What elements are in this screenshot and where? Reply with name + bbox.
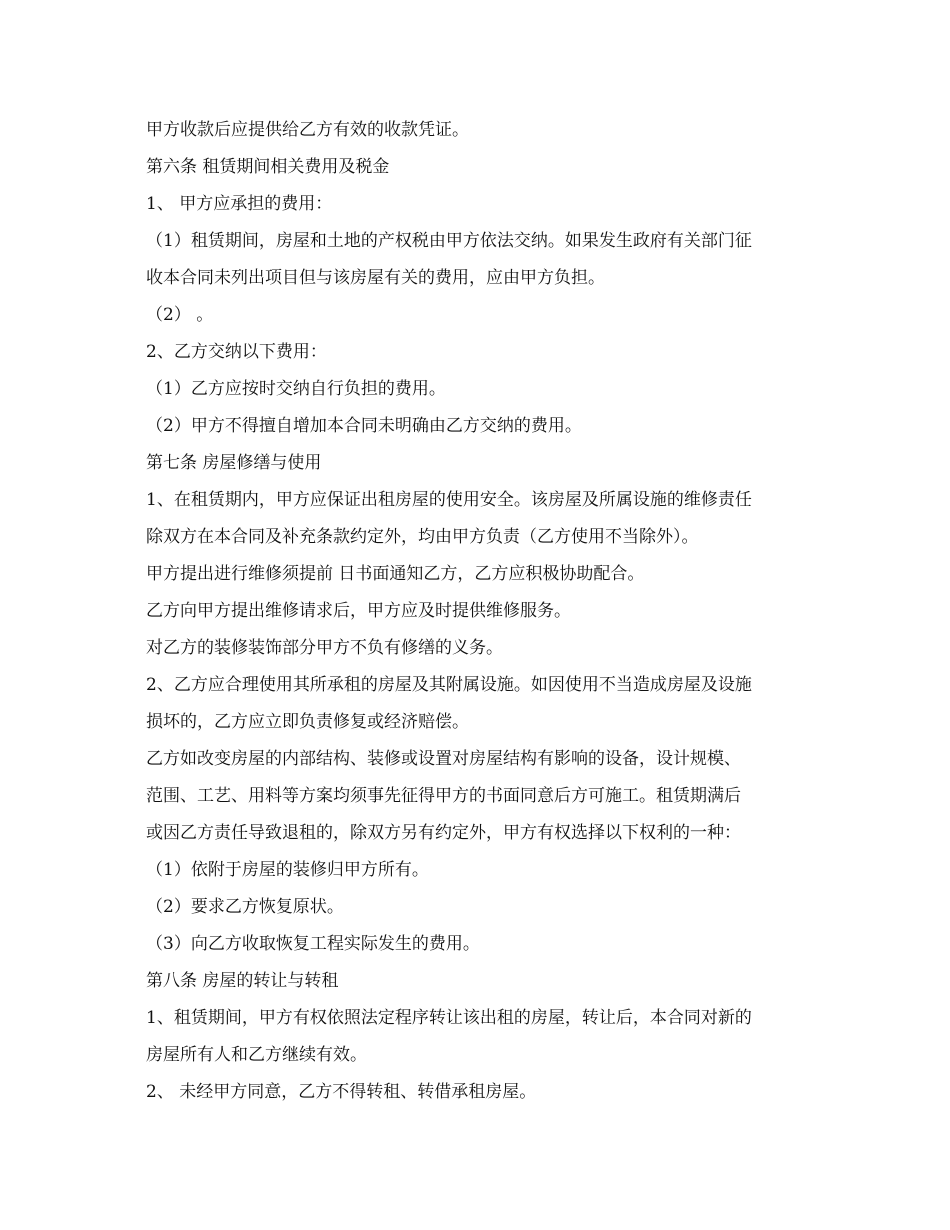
- paragraph-line: 甲方提出进行维修须提前 日书面通知乙方，乙方应积极协助配合。: [146, 564, 645, 584]
- paragraph-line: （1）租赁期间，房屋和土地的产权税由甲方依法交纳。如果发生政府有关部门征: [146, 231, 752, 251]
- paragraph-line: 1、 甲方应承担的费用：: [146, 194, 333, 214]
- paragraph-line: 收本合同未列出项目但与该房屋有关的费用，应由甲方负担。: [146, 268, 605, 288]
- paragraph-line: 房屋所有人和乙方继续有效。: [146, 1045, 367, 1065]
- section-heading-8: 第八条 房屋的转让与转租: [146, 971, 339, 991]
- paragraph-line: 除双方在本合同及补充条款约定外，均由甲方负责（乙方使用不当除外）。: [146, 527, 699, 547]
- document-body: [146, 112, 826, 1111]
- paragraph-line: 2、 未经甲方同意，乙方不得转租、转借承租房屋。: [146, 1082, 537, 1102]
- paragraph-line: （1）乙方应按时交纳自行负担的费用。: [146, 379, 446, 399]
- paragraph-line: 2、乙方交纳以下费用：: [146, 342, 327, 362]
- paragraph-line: （1）依附于房屋的装修归甲方所有。: [146, 860, 429, 880]
- paragraph-line: 损坏的，乙方应立即负责修复或经济赔偿。: [146, 712, 469, 732]
- section-heading-7: 第七条 房屋修缮与使用: [146, 453, 322, 473]
- paragraph-line: （2）要求乙方恢复原状。: [146, 897, 344, 917]
- paragraph-line: 1、租赁期间，甲方有权依照法定程序转让该出租的房屋，转让后，本合同对新的: [146, 1008, 752, 1028]
- paragraph-line: 范围、工艺、用料等方案均须事先征得甲方的书面同意后方可施工。租赁期满后: [146, 786, 741, 806]
- paragraph-line: （3）向乙方收取恢复工程实际发生的费用。: [146, 934, 480, 954]
- paragraph-line: （2） 。: [146, 305, 214, 325]
- paragraph-line: 乙方向甲方提出维修请求后，甲方应及时提供维修服务。: [146, 601, 571, 621]
- paragraph-line: 1、在租赁期内，甲方应保证出租房屋的使用安全。该房屋及所属设施的维修责任: [146, 490, 752, 510]
- section-heading-6: 第六条 租赁期间相关费用及税金: [146, 157, 390, 177]
- paragraph-line: 对乙方的装修装饰部分甲方不负有修缮的义务。: [146, 638, 503, 658]
- paragraph-line: 或因乙方责任导致退租的，除双方另有约定外，甲方有权选择以下权利的一种：: [146, 823, 741, 843]
- paragraph-line: 甲方收款后应提供给乙方有效的收款凭证。: [146, 120, 469, 140]
- paragraph-line: 2、乙方应合理使用其所承租的房屋及其附属设施。如因使用不当造成房屋及设施: [146, 675, 752, 695]
- paragraph-line: （2）甲方不得擅自增加本合同未明确由乙方交纳的费用。: [146, 416, 582, 436]
- paragraph-line: 乙方如改变房屋的内部结构、装修或设置对房屋结构有影响的设备，设计规模、: [146, 749, 741, 769]
